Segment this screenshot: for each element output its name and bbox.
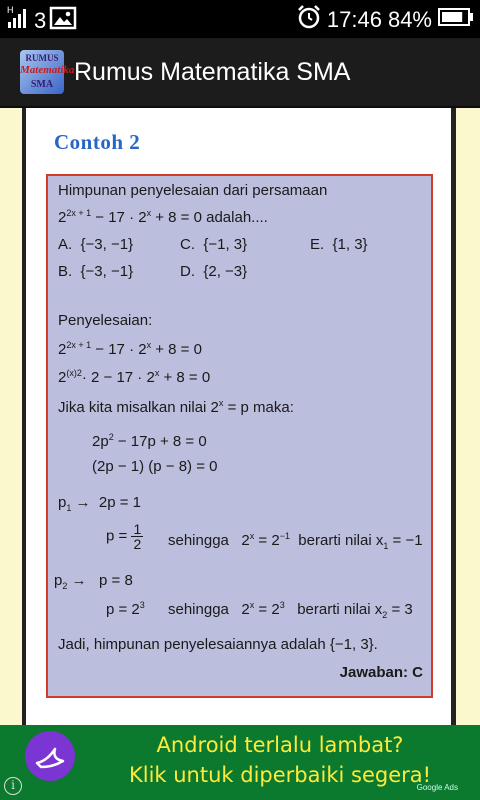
svg-text:H: H xyxy=(7,5,14,15)
ad-headline[interactable]: Android terlalu lambat? xyxy=(156,733,404,757)
option-d: D. {2, −3} xyxy=(180,263,248,280)
solution-step-1: $2^{2x + 1} - 17 \cdot 2^x + 8 = 0$ xyxy=(58,340,202,358)
factored-equation: (2p − 1) (p − 8) = 0 xyxy=(92,458,218,475)
p2-line: $p_2 \to p = 8$ xyxy=(54,572,133,591)
alarm-icon xyxy=(297,4,321,35)
option-e: E. {1, 3} xyxy=(310,236,368,253)
p2-value: $p = 2^3$ xyxy=(106,600,145,618)
ad-badge: Google Ads xyxy=(416,783,458,792)
conclusion-text: Jadi, himpunan penyelesaiannya adalah {−1, 3}. xyxy=(58,636,378,653)
clock: 17:46 xyxy=(326,6,382,32)
bird-icon xyxy=(25,731,75,781)
battery-icon xyxy=(438,7,474,32)
app-title: Rumus Matematika SMA xyxy=(74,57,351,86)
question-equation: $2^{2x + 1} - 17 \cdot 2^x + 8 = 0$ adalah.... xyxy=(58,208,268,226)
ad-banner[interactable] xyxy=(0,725,480,800)
image-icon xyxy=(50,6,76,35)
sim-indicator: 3 xyxy=(34,7,47,33)
question-text: Himpunan penyelesaian dari persamaan xyxy=(58,182,328,199)
ad-info-icon[interactable]: i xyxy=(4,777,22,795)
signal-icon xyxy=(6,4,30,37)
p2-result: sehingga $2^x = 2^3$ berarti nilai $x_2 = 3$ xyxy=(168,600,413,620)
option-a: A. {−3, −1} xyxy=(58,236,134,253)
status-bar xyxy=(0,0,480,38)
problem-box xyxy=(46,174,433,698)
status-left xyxy=(6,4,76,37)
battery-percent: 84% xyxy=(387,6,432,32)
answer-text: Jawaban: C xyxy=(339,664,423,681)
solution-label: Penyelesaian: xyxy=(58,312,153,329)
solution-step-2: $2^{(x)2}\cdot 2 - 17 \cdot 2^x + 8 = 0$ xyxy=(58,368,211,386)
example-heading: Contoh 2 xyxy=(54,130,141,154)
substitution-text: Jika kita misalkan nilai $2^x = p$ maka: xyxy=(58,398,294,416)
app-logo-line3: SMA xyxy=(30,79,54,90)
option-c: C. {−1, 3} xyxy=(180,236,248,253)
frame-border-right xyxy=(451,108,456,725)
p1-line: $p_1 \to 2p = 1$ xyxy=(58,494,141,513)
option-b: B. {−3, −1} xyxy=(58,263,134,280)
ad-subline[interactable]: Klik untuk diperbaiki segera! xyxy=(128,763,432,787)
p1-value: p = $\frac{1}{2}$ xyxy=(106,521,142,552)
p1-result: sehingga $2^x = 2^{-1}$ berarti nilai $x_1 = -1$ xyxy=(168,531,423,551)
app-logo[interactable] xyxy=(20,50,75,94)
status-right xyxy=(297,4,474,35)
app-logo-line1: RUMUS xyxy=(25,53,59,63)
content-area[interactable] xyxy=(0,108,480,725)
quadratic-equation: $2p^2 - 17p + 8 = 0$ xyxy=(92,432,207,450)
app-logo-line2: Matematika xyxy=(20,64,75,76)
ad-app-logo[interactable] xyxy=(25,731,75,781)
app-bar xyxy=(0,38,480,108)
